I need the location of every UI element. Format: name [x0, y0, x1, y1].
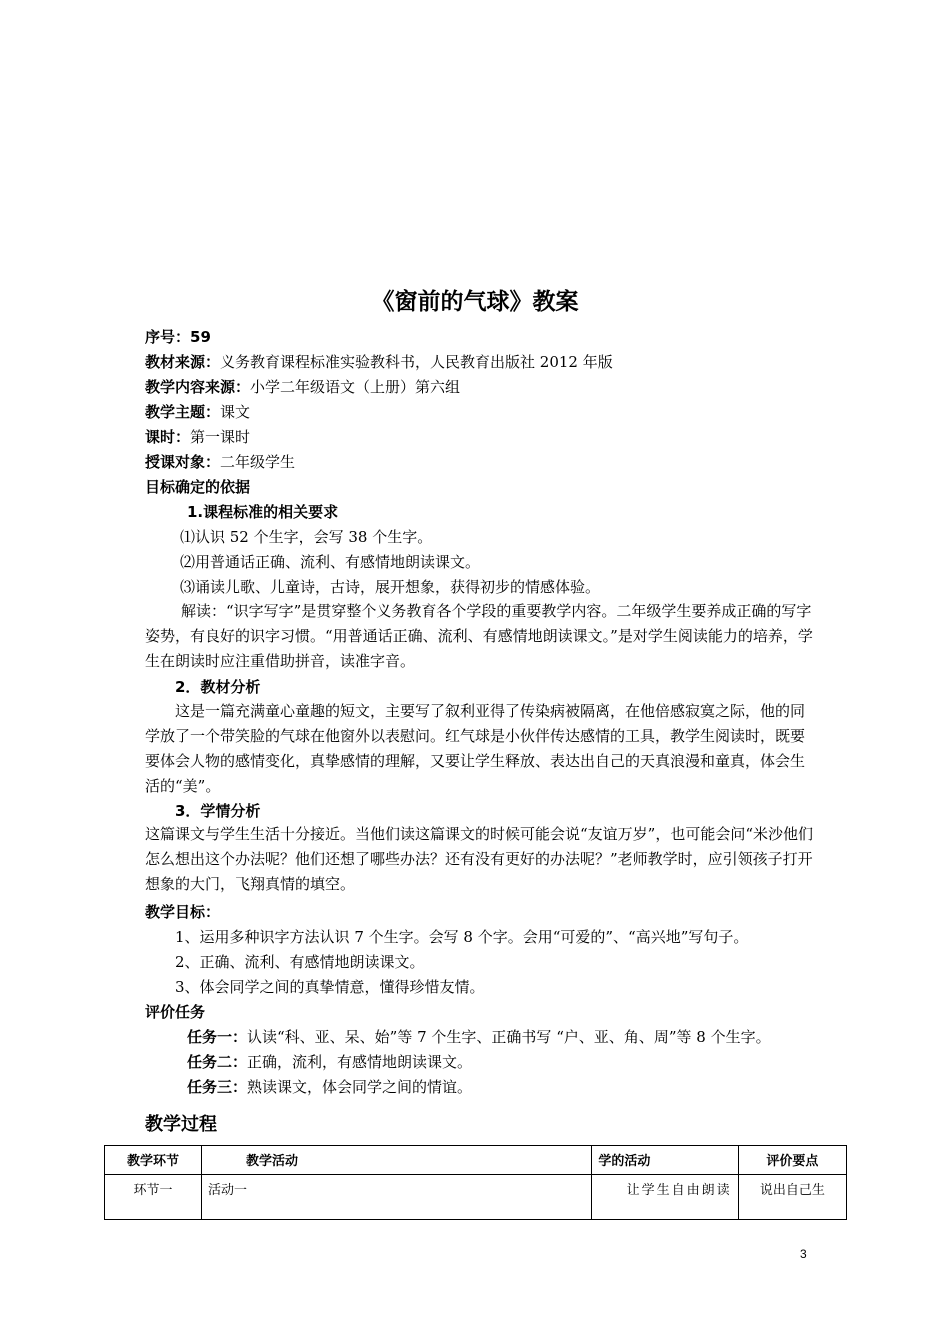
header-evaluation: 评价要点: [738, 1146, 846, 1175]
source-line: [145, 352, 613, 372]
task-1-text: 认读“科、亚、呆、始”等 7 个生字、正确书写 “户、亚、角、周”等 8 个生字。: [247, 1028, 771, 1046]
cell-learning: 让学生自由朗读: [592, 1175, 738, 1220]
basis-heading: 目标确定的依据: [145, 478, 251, 496]
source-label: 教材来源：: [145, 353, 221, 371]
audience-value: 二年级学生: [220, 453, 296, 471]
learner-analysis-text: 这篇课文与学生生活十分接近。当他们读这篇课文的时候可能会说“友谊万岁”，也可能会问“米沙他们怎么想出这个办法呢？他们还想了哪些办法？还有没有更好的办法呢？”老师教学时，应引领孩子打开想象的大门，飞翔真情的填空。: [145, 825, 814, 893]
goal-item-1: 1、运用多种识字方法认识 7 个生字。会写 8 个字。会用“可爱的”、“高兴地”写句子。: [175, 928, 749, 946]
textbook-analysis-heading: 2．教材分析: [175, 678, 261, 696]
content-label: 教学内容来源：: [145, 378, 251, 396]
standards-item-3: ⑶诵读儿歌、儿童诗，古诗，展开想象，获得初步的情感体验。: [180, 578, 601, 596]
period-line: [145, 427, 250, 447]
task-3: [187, 1077, 472, 1097]
content-value: 小学二年级语文（上册）第六组: [250, 378, 461, 396]
period-label: 课时：: [145, 428, 191, 446]
audience-label: 授课对象：: [145, 453, 221, 471]
period-value: 第一课时: [190, 428, 251, 446]
process-table: [104, 1145, 847, 1220]
task-2-label: 任务二：: [187, 1053, 248, 1071]
table-row: [105, 1175, 847, 1220]
task-3-label: 任务三：: [187, 1078, 248, 1096]
content-line: [145, 377, 460, 397]
textbook-analysis-text: 这是一篇充满童心童趣的短文，主要写了叙利亚得了传染病被隔离，在他倍感寂寞之际，他的同学放了一个带笑脸的气球在他窗外以表慰问。红气球是小伙伴传达感情的工具，教学生阅读时，既要要体会人物的感情变化，真挚感情的理解，又要让学生释放、表达出自己的天真浪漫和童真，体会生活的“美”。: [145, 702, 806, 795]
task-2: [187, 1052, 472, 1072]
goal-item-2: 2、正确、流利、有感情地朗读课文。: [175, 953, 425, 971]
audience-line: [145, 452, 295, 472]
goal-item-3: 3、体会同学之间的真挚情意，懂得珍惜友情。: [175, 978, 485, 996]
learner-analysis-heading: 3．学情分析: [175, 802, 261, 820]
serial-label: 序号：: [145, 328, 191, 346]
tasks-heading: 评价任务: [145, 1003, 206, 1021]
serial-line: [145, 327, 211, 347]
goals-heading: 教学目标：: [145, 903, 221, 921]
cell-activity: 活动一: [201, 1175, 591, 1220]
task-2-text: 正确，流利，有感情地朗读课文。: [247, 1053, 473, 1071]
source-value: 义务教育课程标准实验教科书，人民教育出版社 2012 年版: [220, 353, 613, 371]
standards-note: 解读：“识字写字”是贯穿整个义务教育各个学段的重要教学内容。二年级学生要养成正确的写字姿势，有良好的识字习惯。“用普通话正确、流利、有感情地朗读课文。”是对学生阅读能力的培养，学生在朗读时应注重借助拼音，读准字音。: [145, 602, 813, 670]
standards-heading: 1.课程标准的相关要求: [187, 503, 339, 521]
task-3-text: 熟读课文，体会同学之间的情谊。: [247, 1078, 473, 1096]
standards-item-2: ⑵用普通话正确、流利、有感情地朗读课文。: [180, 553, 481, 571]
page-number: 3: [800, 1247, 807, 1261]
theme-value: 课文: [220, 403, 251, 421]
page-title: 《窗前的气球》教案: [371, 289, 579, 315]
cell-stage: 环节一: [105, 1175, 202, 1220]
task-1-label: 任务一：: [187, 1028, 248, 1046]
theme-line: [145, 402, 250, 422]
standards-item-1: ⑴认识 52 个生字，会写 38 个生字。: [180, 528, 433, 546]
cell-evaluation: 说出自己生: [738, 1175, 846, 1220]
header-activity: 教学活动: [201, 1146, 591, 1175]
theme-label: 教学主题：: [145, 403, 221, 421]
serial-value: 59: [190, 328, 211, 346]
header-learning: 学的活动: [592, 1146, 738, 1175]
table-header-row: [105, 1146, 847, 1175]
process-heading: 教学过程: [145, 1114, 217, 1135]
header-stage: 教学环节: [105, 1146, 202, 1175]
task-1: [187, 1027, 771, 1047]
